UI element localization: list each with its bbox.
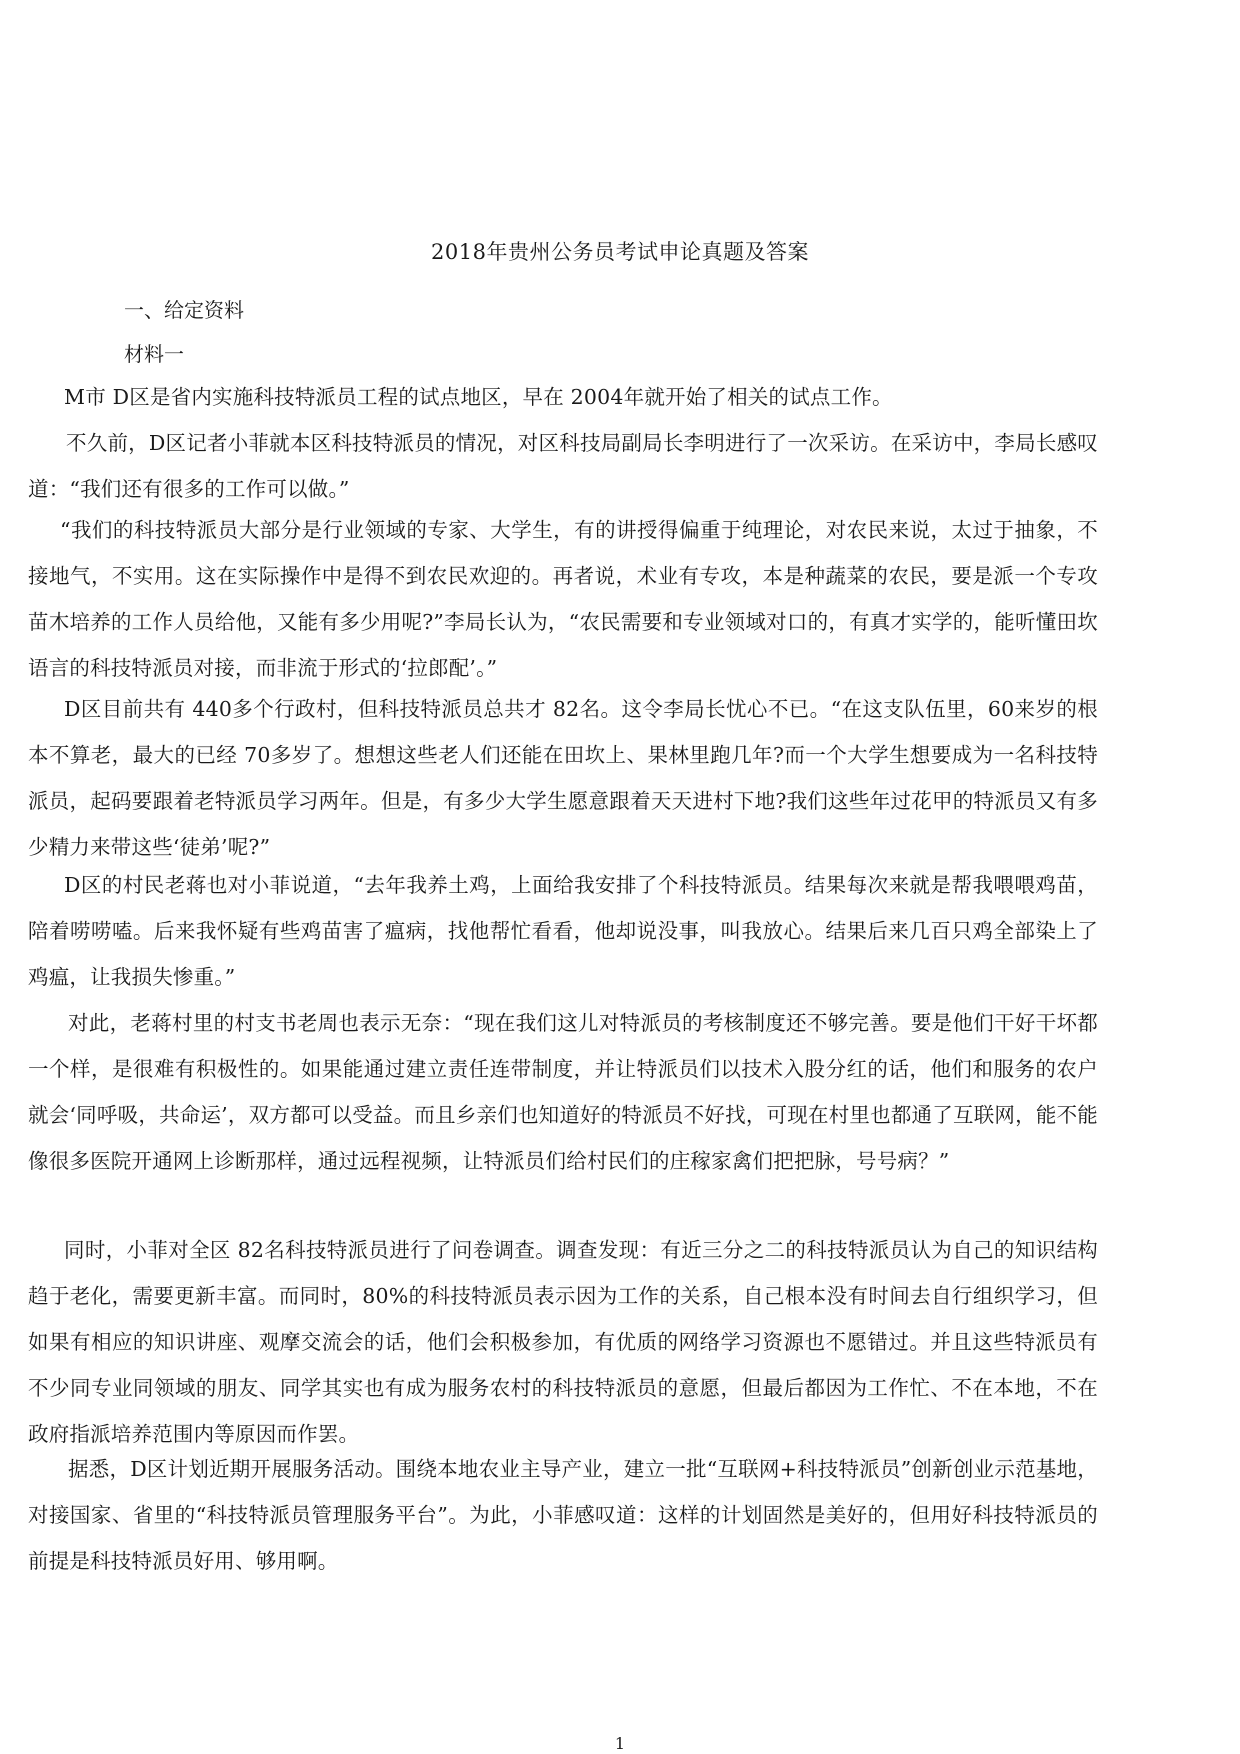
paragraph-1: M市 D区是省内实施科技特派员工程的试点地区，早在 2004年就开始了相关的试点工作。 <box>64 385 893 409</box>
paragraph-6: 对此，老蒋村里的村支书老周也表示无奈：“现在我们这儿对特派员的考核制度还不够完善。要是他们干好干坏都一个样，是很难有积极性的。如果能通过建立责任连带制度，并让特派员们以技术入股分红的话，他们和服务的农户就会‘同呼吸，共命运’，双方都可以受益。而且乡亲们也知道好的特派员不好找，可现在村里也都通了互联网，能不能像很多医院开通网上诊断那样，通过远程视频，让特派员们给村民们的庄稼家禽们把把脉，号号病？” <box>28 1011 1098 1173</box>
paragraph-2: 不久前，D区记者小菲就本区科技特派员的情况，对区科技局副局长李明进行了一次采访。在采访中，李局长感叹道：“我们还有很多的工作可以做。” <box>28 431 1098 501</box>
paragraph-7: 同时，小菲对全区 82名科技特派员进行了问卷调查。调查发现：有近三分之二的科技特派员认为自己的知识结构趋于老化，需要更新丰富。而同时，80%的科技特派员表示因为工作的关系，自己根本没有时间去自行组织学习，但如果有相应的知识讲座、观摩交流会的话，他们会积极参加，有优质的网络学习资源也不愿错过。并且这些特派员有不少同专业同领域的朋友、同学其实也有成为服务农村的科技特派员的意愿，但最后都因为工作忙、不在本地，不在政府指派培养范围内等原因而作罢。 <box>28 1238 1098 1446</box>
paragraph-3: “我们的科技特派员大部分是行业领域的专家、大学生，有的讲授得偏重于纯理论，对农民来说，太过于抽象，不接地气，不实用。这在实际操作中是得不到农民欢迎的。再者说，术业有专攻，本是种蔬菜的农民，要是派一个专攻苗木培养的工作人员给他，又能有多少用呢?”李局长认为，“农民需要和专业领域对口的，有真才实学的，能听懂田坎语言的科技特派员对接，而非流于形式的‘拉郎配’。” <box>28 518 1098 680</box>
material-heading: 材料一 <box>124 342 184 366</box>
paragraph-5: D区的村民老蒋也对小菲说道，“去年我养土鸡，上面给我安排了个科技特派员。结果每次来就是帮我喂喂鸡苗，陪着唠唠嗑。后来我怀疑有些鸡苗害了瘟病，找他帮忙看看，他却说没事，叫我放心。结果后来几百只鸡全部染上了鸡瘟，让我损失惨重。” <box>28 873 1098 989</box>
section-heading: 一、给定资料 <box>124 298 244 322</box>
paragraph-4: D区目前共有 440多个行政村，但科技特派员总共才 82名。这令李局长忧心不已。“在这支队伍里，60来岁的根本不算老，最大的已经 70多岁了。想想这些老人们还能在田坎上、果林里跑几年?而一个大学生想要成为一名科技特派员，起码要跟着老特派员学习两年。但是，有多少大学生愿意跟着天天进村下地?我们这些年过花甲的特派员又有多少精力来带这些‘徒弟’呢?” <box>28 697 1098 859</box>
document-title: 2018年贵州公务员考试申论真题及答案 <box>431 240 809 264</box>
page-number: 1 <box>614 1734 626 1753</box>
paragraph-8: 据悉，D区计划近期开展服务活动。围绕本地农业主导产业，建立一批“互联网+科技特派员”创新创业示范基地，对接国家、省里的“科技特派员管理服务平台”。为此，小菲感叹道：这样的计划固然是美好的，但用好科技特派员的前提是科技特派员好用、够用啊。 <box>28 1457 1098 1573</box>
